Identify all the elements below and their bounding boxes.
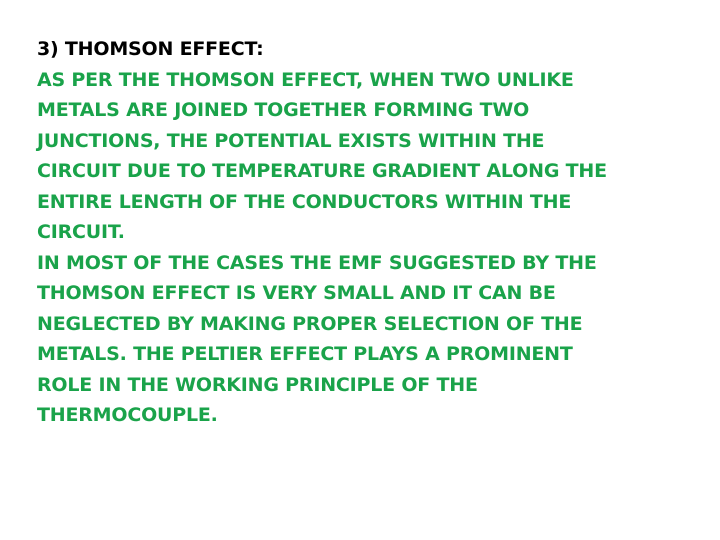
body-paragraph-2: IN MOST OF THE CASES THE EMF SUGGESTED BY THE THOMSON EFFECT IS VERY SMALL AND IT CAN BE NEGLECTED BY MAKING PROPER SELECTION OF THE METALS. THE PELTIER EFFECT PLAYS A PROMINENT ROLE IN THE WORKING PRINCIPLE OF THE THERMOCOUPLE. <box>37 251 597 426</box>
slide-content <box>37 34 707 431</box>
slide-heading: 3) THOMSON EFFECT: <box>37 38 264 60</box>
body-paragraph-1: AS PER THE THOMSON EFFECT, WHEN TWO UNLIKE METALS ARE JOINED TOGETHER FORMING TWO JUNCTIONS, THE POTENTIAL EXISTS WITHIN THE CIRCUIT DUE TO TEMPERATURE GRADIENT ALONG THE ENTIRE LENGTH OF THE CONDUCTORS WITHIN THE CIRCUIT. <box>37 68 607 243</box>
